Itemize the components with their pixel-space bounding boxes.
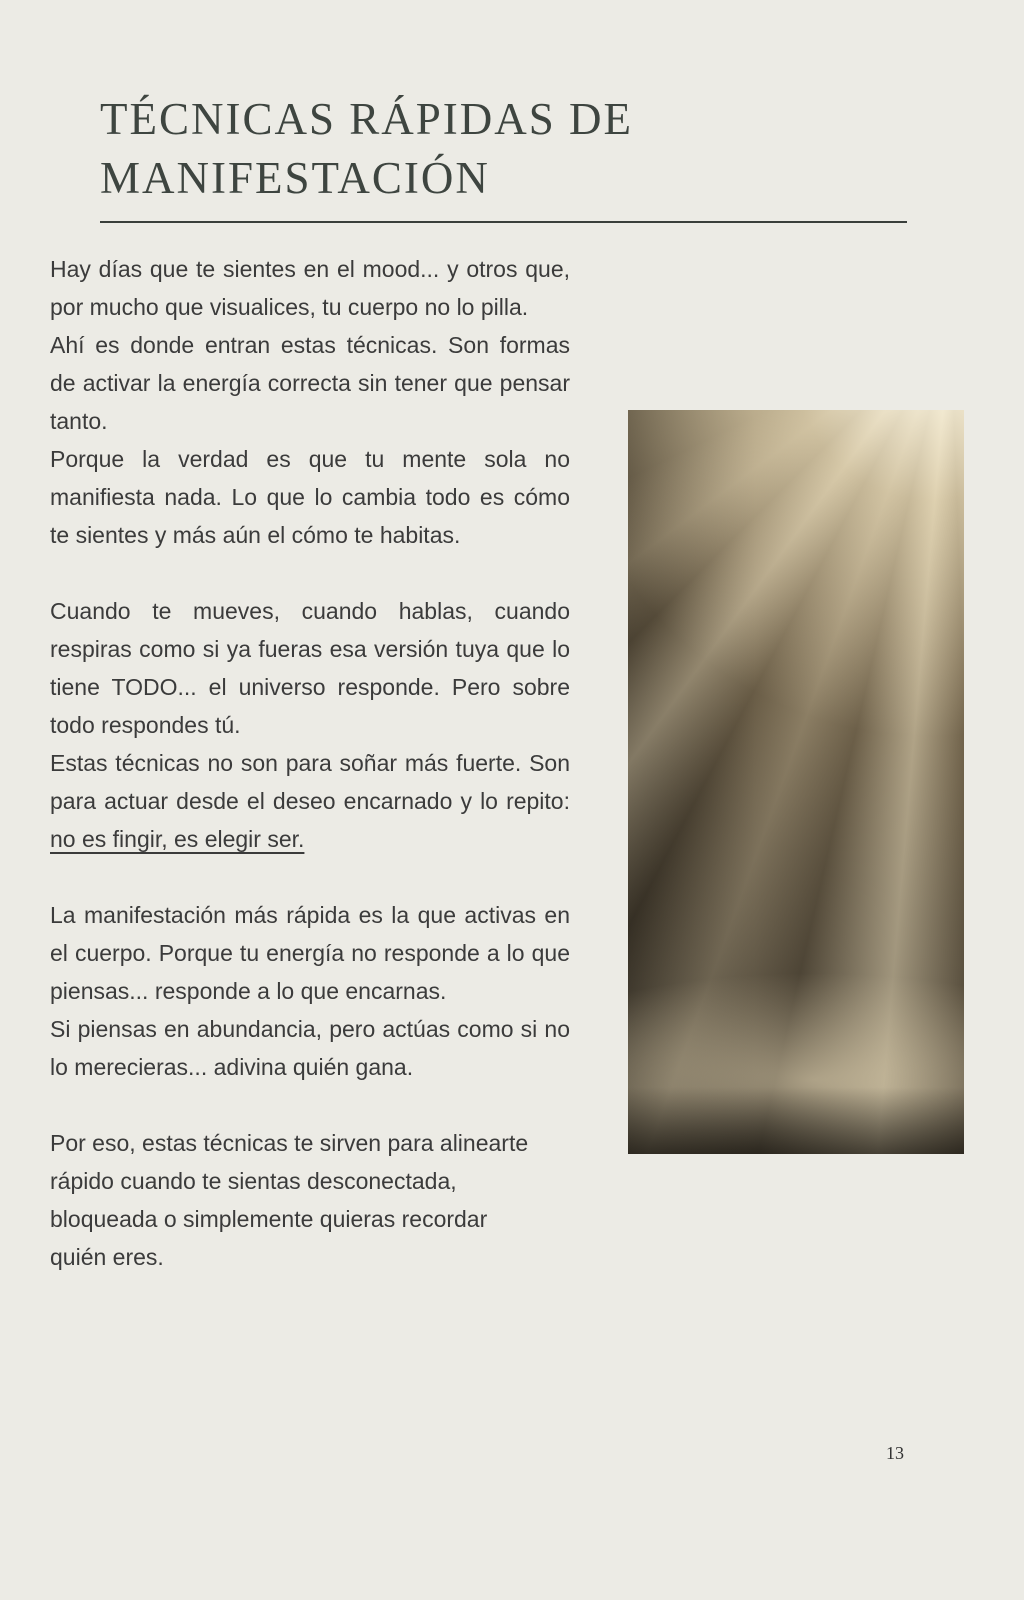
- underlined-emphasis-text: no es fingir, es elegir ser.: [50, 826, 305, 852]
- paragraph: Por eso, estas técnicas te sirven para alinearte rápido cuando te sientas desconectada, bloqueada o simplemente quieras recordar quién eres.: [50, 1130, 529, 1270]
- paragraph: Porque la verdad es que tu mente sola no manifiesta nada. Lo que lo cambia todo es cómo te sientes y más aún el cómo te habitas.: [50, 446, 570, 548]
- page-title-line-1: TÉCNICAS RÁPIDAS DE: [100, 94, 634, 144]
- paragraph-block-3: [50, 896, 570, 1086]
- title-underline-rule: [100, 221, 907, 223]
- paragraph: La manifestación más rápida es la que activas en el cuerpo. Porque tu energía no responde a lo que piensas... responde a lo que encarnas.: [50, 902, 570, 1004]
- page-header: [100, 90, 910, 223]
- page-title-line-2: MANIFESTACIÓN: [100, 153, 490, 204]
- page-title: [100, 90, 910, 209]
- paragraph: Ahí es donde entran estas técnicas. Son formas de activar la energía correcta sin tener que pensar tanto.: [50, 332, 570, 434]
- paragraph: Hay días que te sientes en el mood... y otros que, por mucho que visualices, tu cuerpo no lo pilla.: [50, 256, 570, 320]
- paragraph-with-underline: [50, 744, 570, 858]
- light-rays-image: [628, 410, 964, 1154]
- paragraph-block-4: [50, 1124, 570, 1276]
- paragraph-block-1: [50, 250, 570, 554]
- paragraph: Si piensas en abundancia, pero actúas como si no lo merecieras... adivina quién gana.: [50, 1016, 570, 1080]
- paragraph-block-2: [50, 592, 570, 858]
- page-number: 13: [886, 1443, 904, 1463]
- paragraph: Cuando te mueves, cuando hablas, cuando respiras como si ya fueras esa versión tuya que lo tiene TODO... el universo responde. Pero sobre todo respondes tú.: [50, 598, 570, 738]
- paragraph-text: Estas técnicas no son para soñar más fuerte. Son para actuar desde el deseo encarnado y lo repito:: [50, 750, 570, 814]
- body-text-column: [50, 250, 570, 1276]
